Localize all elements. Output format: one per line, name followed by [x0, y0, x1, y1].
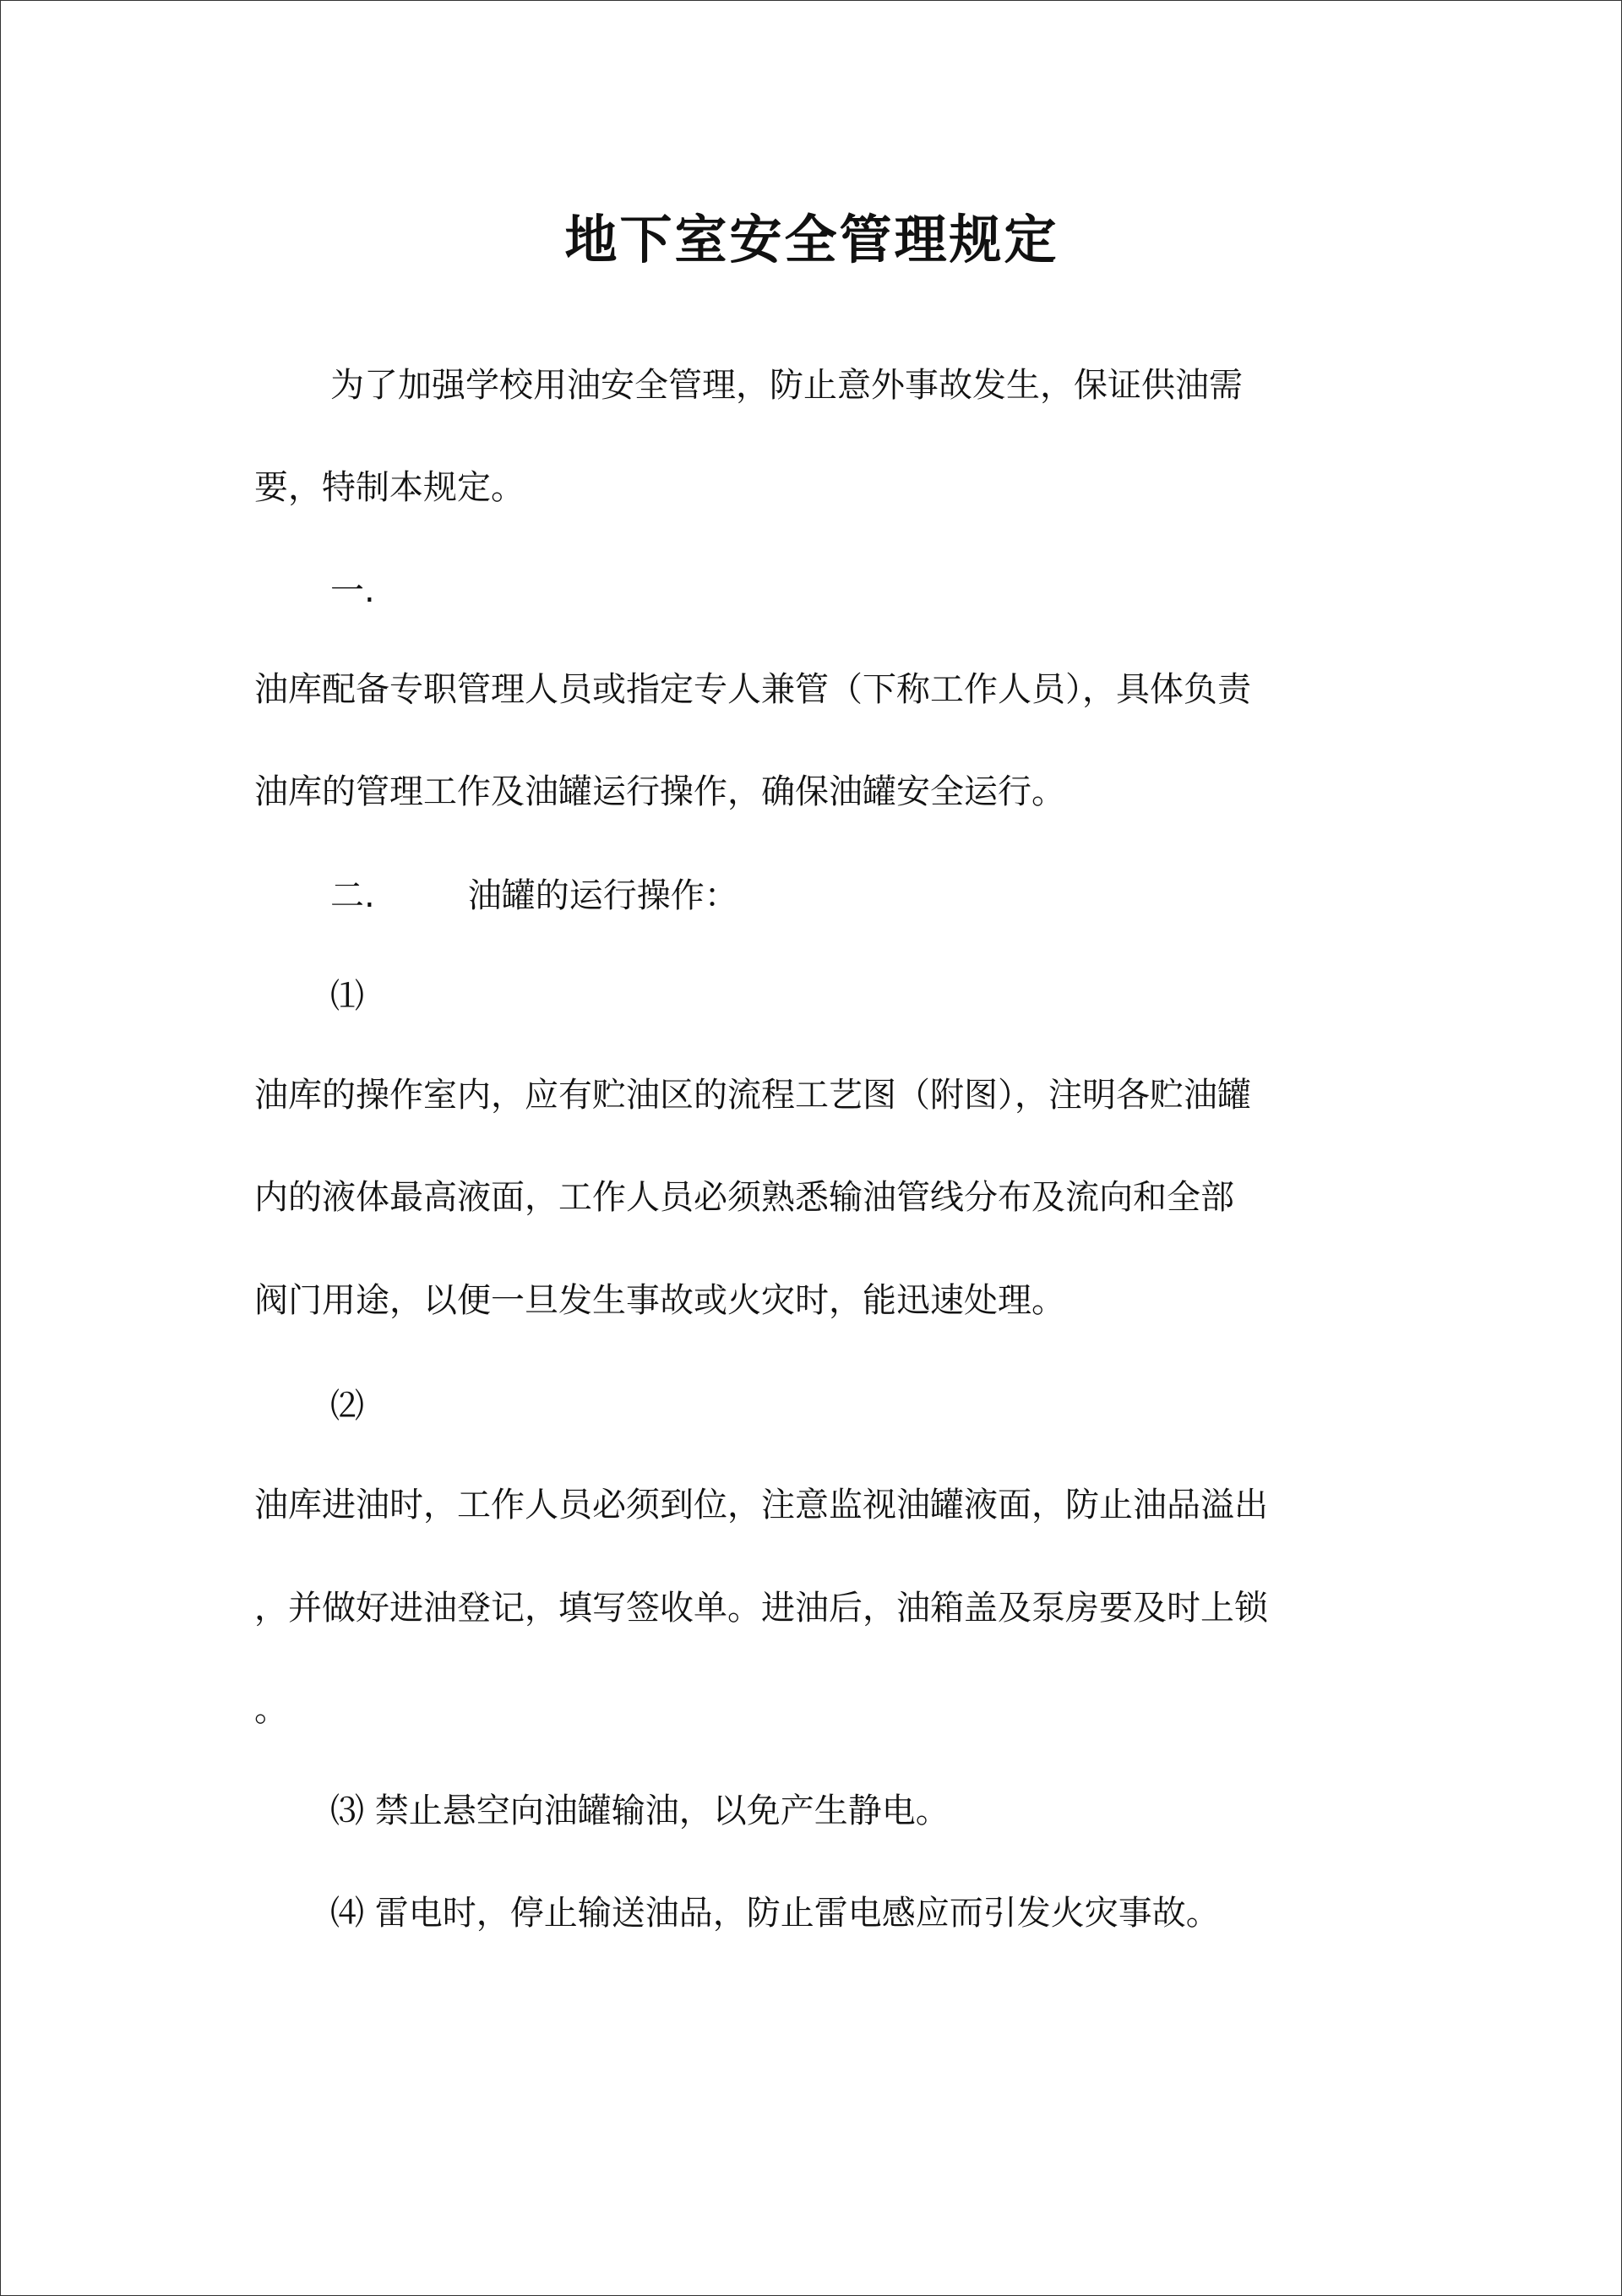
item-3 [330, 1786, 950, 1836]
item-4-text: 雷电时，停止输送油品，防止雷电感应而引发火灾事故。 [374, 1894, 1220, 1933]
section-2-title: 油罐的运行操作： [467, 876, 738, 915]
intro-line-2: 要，特制本规定。 [254, 468, 525, 507]
item-4-marker: ⑷ [330, 1894, 364, 1933]
section-1-line-2: 油库的管理工作及油罐运行操作，确保油罐安全运行。 [254, 772, 1065, 811]
item-3-marker: ⑶ [330, 1792, 364, 1830]
intro-line-1: 为了加强学校用油安全管理，防止意外事故发生，保证供油需 [330, 366, 1243, 405]
item-1-line-2: 内的液体最高液面，工作人员必须熟悉输油管线分布及流向和全部 [254, 1178, 1234, 1217]
item-1-line-3: 阀门用途，以便一旦发生事故或火灾时，能迅速处理。 [254, 1281, 1065, 1320]
item-2-line-2: ，并做好进油登记，填写签收单。进油后，油箱盖及泵房要及时上锁 [254, 1589, 1268, 1628]
section-1-heading: 一. [330, 571, 375, 610]
section-2-heading [330, 870, 738, 921]
item-2-line-1: 油库进油时，工作人员必须到位，注意监视油罐液面，防止油品溢出 [254, 1486, 1268, 1524]
item-3-text: 禁止悬空向油罐输油，以免产生静电。 [374, 1792, 950, 1830]
section-1-line-1: 油库配备专职管理人员或指定专人兼管（下称工作人员），具体负责 [254, 670, 1251, 709]
item-4 [330, 1888, 1220, 1939]
item-1-marker: ⑴ [330, 977, 364, 1016]
page-title: 地下室安全管理规定 [564, 209, 1059, 270]
section-2-number: 二. [330, 876, 375, 915]
item-1-line-1: 油库的操作室内，应有贮油区的流程工艺图（附图），注明各贮油罐 [254, 1076, 1251, 1115]
item-2-marker: ⑵ [330, 1387, 364, 1426]
item-2-line-3: 。 [254, 1690, 288, 1729]
